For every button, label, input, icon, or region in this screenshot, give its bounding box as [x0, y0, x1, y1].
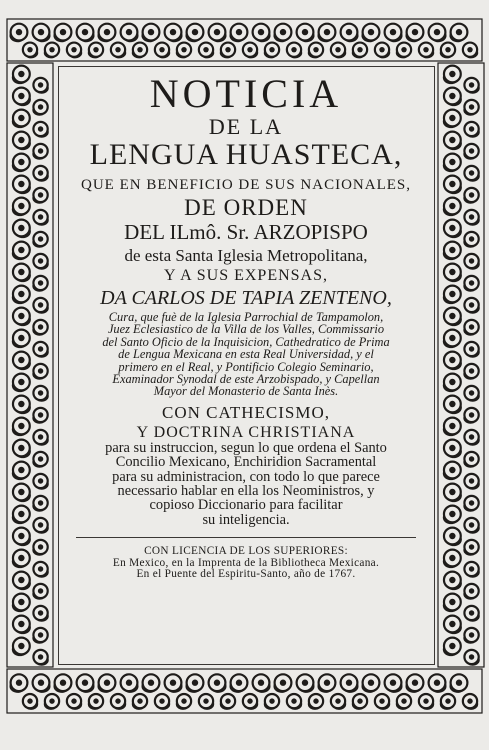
body-line: para su administracion, con todo lo que parece	[112, 468, 380, 485]
author-detail-line: Cura, que fuè de la Iglesia Parrochial de Tampamolon,	[108, 310, 384, 324]
subtitle-expensas: Y A SUS EXPENSAS,	[163, 267, 328, 284]
title-page-text	[62, 68, 430, 580]
top-ornamental-border	[6, 18, 483, 62]
subtitle-de-orden: DE ORDEN	[184, 195, 308, 220]
imprint-divider	[76, 537, 416, 538]
subtitle-iglesia: de esta Santa Iglesia Metropolitana,	[124, 246, 368, 265]
author-detail-line: Juez Eclesiastico de la Villa de los Valles, Commissario	[107, 322, 385, 337]
right-ornamental-border	[437, 62, 485, 668]
author-detail-line: Examinador Synodal de este Arzobispado, y Capellan	[112, 372, 380, 387]
heading-cathecismo: CON CATHECISMO,	[161, 402, 331, 422]
description-body	[62, 441, 430, 527]
body-line: su inteligencia.	[202, 511, 290, 528]
author-detail-line: primero en el Real, y Pontificio Colegio Seminario,	[118, 359, 374, 374]
author-detail-line: Mayor del Monasterio de Santa Inès.	[153, 384, 339, 399]
body-line: copioso Diccionario para facilitar	[149, 497, 343, 514]
subtitle-beneficio: QUE EN BENEFICIO DE SUS NACIONALES,	[81, 177, 411, 193]
imprint-line: En el Puente del Espiritu-Santo, año de 1767.	[136, 567, 356, 580]
body-line: necessario hablar en ella los Neoministros, y	[117, 483, 375, 500]
imprint-line: En Mexico, en la Imprenta de la Bibliotheca Mexicana.	[112, 556, 380, 569]
imprint-line: CON LICENCIA DE LOS SUPERIORES:	[144, 545, 348, 558]
author-detail-line: de Lengua Mexicana en esta Real Universidad, y el	[118, 347, 374, 362]
body-line: para su instruccion, segun lo que ordena el Santo	[105, 439, 387, 456]
title-noticia: NOTICIA	[149, 71, 343, 116]
author-detail-line: del Santo Oficio de la Inquisicion, Cathedratico de Prima	[102, 334, 390, 349]
author-details	[62, 311, 430, 398]
title-lengua-huasteca: LENGUA HUASTECA,	[89, 138, 403, 171]
author-name: DA CARLOS DE TAPIA ZENTENO,	[100, 287, 392, 309]
bottom-ornamental-border	[6, 668, 483, 714]
left-ornamental-border	[6, 62, 54, 668]
body-line: Concilio Mexicano, Enchiridion Sacramental	[115, 454, 377, 471]
subtitle-arzopispo: DEL ILmô. Sr. ARZOPISPO	[124, 220, 368, 244]
heading-doctrina: Y DOCTRINA CHRISTIANA	[136, 423, 356, 441]
title-de-la: DE LA	[208, 114, 284, 139]
imprint	[62, 546, 430, 580]
